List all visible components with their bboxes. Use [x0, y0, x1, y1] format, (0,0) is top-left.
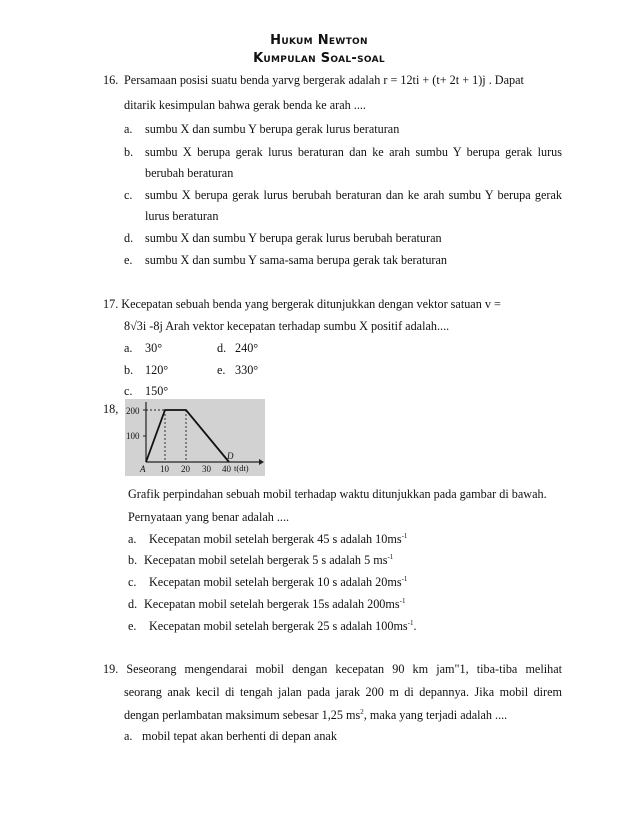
question-number: 16. — [103, 73, 119, 87]
question-text-line: seorang anak kecil di tengah jalan pada jarak 200 m di depannya. Jika mobil direm — [124, 685, 562, 699]
question-text-line: 8√3i -8j Arah vektor kecepatan terhadap sumbu X positif adalah.... — [124, 319, 450, 333]
option-text: sumbu X berupa gerak lurus beraturan dan ke arah sumbu Y berupa gerak lurus — [145, 145, 562, 159]
option-text: 30° — [145, 341, 163, 355]
option-text: 120° — [145, 363, 169, 377]
option-letter: d. — [128, 597, 138, 611]
question-text-line: 17. Kecepatan sebuah benda yang bergerak ditunjukkan dengan vektor satuan v = — [103, 297, 501, 311]
option-letter: d. — [124, 231, 134, 245]
option-text: sumbu X berupa gerak lurus berubah beraturan dan ke arah sumbu Y berupa gerak — [145, 188, 562, 202]
option-text: sumbu X dan sumbu Y berupa gerak lurus beraturan — [145, 122, 400, 136]
x-axis-arrow — [259, 459, 264, 465]
displacement-curve — [146, 410, 229, 462]
option-text: Kecepatan mobil setelah bergerak 45 s adalah $10ms^{-1}$ — [149, 532, 408, 546]
option-text: mobil tepat akan berhenti di depan anak — [142, 729, 337, 743]
x-tick-label: 40 — [222, 464, 231, 474]
y-tick-label: 200 — [126, 406, 140, 416]
x-tick-label: 30 — [202, 464, 211, 474]
option-letter: b. — [124, 145, 134, 159]
question-text-line: dengan perlambatan maksimum sebesar 1,25 $ms^2$, maka yang terjadi adalah .... — [124, 708, 508, 722]
page-title: Hukum Newton — [270, 33, 368, 48]
y-tick-label: 100 — [126, 431, 140, 441]
question-text-line: Persamaan posisi suatu benda yarvg bergerak adalah r = 12ti + (t+ 2t + 1)j . Dapat — [124, 73, 524, 87]
option-letter: b. — [124, 363, 134, 377]
question-text-line: 19. Seseorang mengendarai mobil dengan kecepatan 90 km jam"1, tiba-tiba melihat — [103, 662, 562, 676]
x-tick-label: 10 — [160, 464, 169, 474]
question-text-line: Pernyataan yang benar adalah .... — [128, 510, 290, 524]
point-d-label: D — [227, 451, 234, 461]
option-text: 240° — [235, 341, 259, 355]
option-text: Kecepatan mobil setelah bergerak 5 s adalah 5 $ms^{-1}$ — [144, 553, 394, 567]
option-letter: e. — [128, 619, 137, 633]
option-letter: a. — [124, 729, 133, 743]
option-text: 330° — [235, 363, 259, 377]
option-text: sumbu X dan sumbu Y berupa gerak lurus berubah beraturan — [145, 231, 442, 245]
page-subtitle: Kumpulan Soal-soal — [253, 51, 385, 66]
option-text: 150° — [145, 384, 169, 398]
option-text: Kecepatan mobil setelah bergerak 10 s adalah $20ms^{-1}$ — [149, 575, 408, 589]
option-letter: c. — [124, 384, 133, 398]
question-number: 18, — [103, 402, 119, 416]
option-letter: e. — [217, 363, 226, 377]
question-text-line: ditarik kesimpulan bahwa gerak benda ke arah .... — [124, 98, 366, 112]
option-letter: d. — [217, 341, 227, 355]
option-letter: c. — [124, 188, 133, 202]
option-text: Kecepatan mobil setelah bergerak 15s adalah $200ms^{-1}$ — [144, 597, 406, 611]
option-text: lurus beraturan — [145, 209, 219, 223]
option-text: berubah beraturan — [145, 166, 234, 180]
origin-label: A — [140, 464, 146, 474]
displacement-time-graph — [125, 399, 265, 476]
option-letter: a. — [124, 341, 133, 355]
option-letter: e. — [124, 253, 133, 267]
option-letter: c. — [128, 575, 137, 589]
graph-svg — [125, 399, 265, 476]
question-text-line: Grafik perpindahan sebuah mobil terhadap waktu ditunjukkan pada gambar di bawah. — [128, 487, 547, 501]
x-axis-label: t(dt) — [234, 463, 249, 473]
option-letter: a. — [124, 122, 133, 136]
option-letter: b. — [128, 553, 138, 567]
x-tick-label: 20 — [181, 464, 190, 474]
option-letter: a. — [128, 532, 137, 546]
option-text: sumbu X dan sumbu Y sama-sama berupa gerak tak beraturan — [145, 253, 447, 267]
option-text: Kecepatan mobil setelah bergerak 25 s adalah $100ms^{-1}$. — [149, 619, 417, 633]
